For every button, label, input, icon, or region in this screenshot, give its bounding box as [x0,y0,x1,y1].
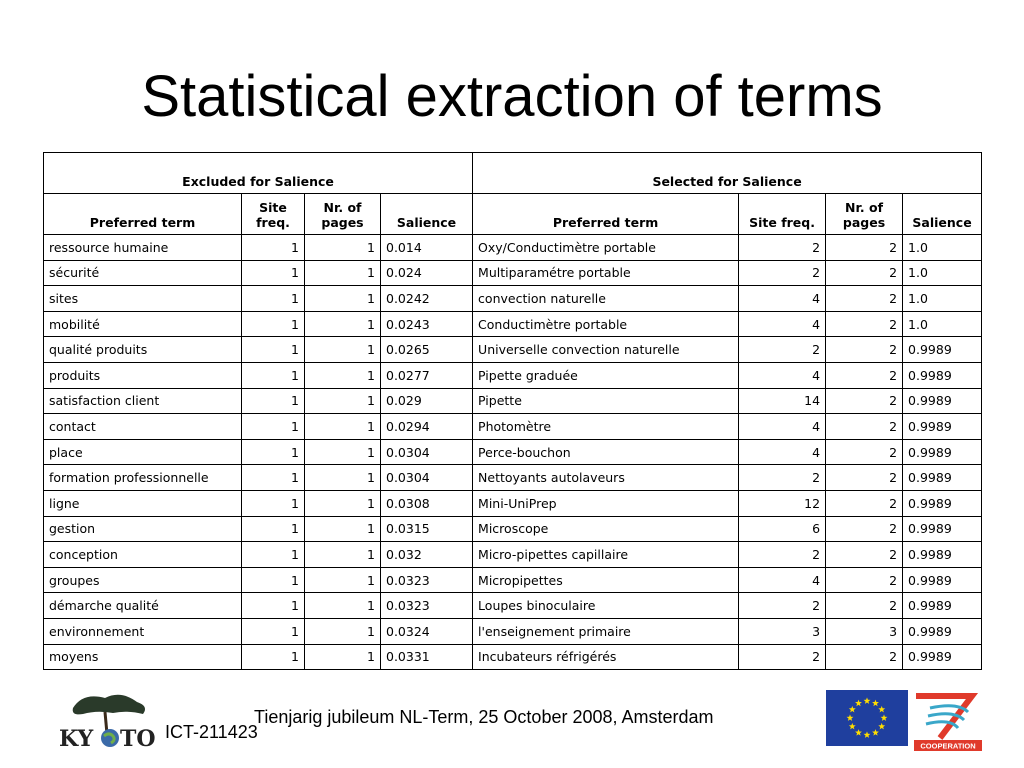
selected-pages-cell: 2 [826,286,903,312]
selected-term-cell: Universelle convection naturelle [473,337,739,363]
selected-salience-cell: 1.0 [903,311,982,337]
excluded-term-cell: sites [44,286,242,312]
excluded-site-freq-cell: 1 [242,260,305,286]
selected-site-freq-cell: 2 [739,593,826,619]
selected-term-cell: Photomètre [473,414,739,440]
excluded-term-cell: satisfaction client [44,388,242,414]
table-row [44,337,982,363]
selected-salience-cell: 0.9989 [903,337,982,363]
table-row [44,618,982,644]
excluded-term-header: Preferred term [44,194,242,235]
selected-pages-cell: 2 [826,260,903,286]
selected-site-header: Site freq. [739,194,826,235]
excluded-salience-cell: 0.0304 [381,465,473,491]
excluded-term-cell: environnement [44,618,242,644]
selected-salience-cell: 0.9989 [903,388,982,414]
selected-term-cell: Nettoyants autolaveurs [473,465,739,491]
selected-site-freq-cell: 4 [739,286,826,312]
selected-pages-cell: 2 [826,490,903,516]
excluded-term-cell: contact [44,414,242,440]
selected-term-cell: Micro-pipettes capillaire [473,542,739,568]
cooperation-label: COOPERATION [920,741,976,751]
excluded-pages-cell: 1 [305,235,381,261]
selected-site-freq-cell: 14 [739,388,826,414]
selected-salience-cell: 1.0 [903,235,982,261]
selected-salience-cell: 0.9989 [903,362,982,388]
group-header-row [44,153,982,194]
excluded-salience-cell: 0.032 [381,542,473,568]
excluded-site-freq-cell: 1 [242,644,305,670]
slide-title: Statistical extraction of terms [141,64,883,129]
selected-term-cell: Conductimètre portable [473,311,739,337]
kyoto-logo [53,686,160,758]
excluded-term-cell: sécurité [44,260,242,286]
excluded-pages-cell: 1 [305,362,381,388]
selected-pages-cell: 2 [826,414,903,440]
selected-salience-header: Salience [903,194,982,235]
table-row [44,439,982,465]
project-id: ICT-211423 [165,722,258,742]
excluded-term-cell: ressource humaine [44,235,242,261]
excluded-salience-cell: 0.0324 [381,618,473,644]
excluded-pages-cell: 1 [305,439,381,465]
excluded-term-cell: formation professionnelle [44,465,242,491]
selected-pages-header: Nr. of pages [826,194,903,235]
excluded-term-cell: qualité produits [44,337,242,363]
selected-pages-cell: 2 [826,362,903,388]
excluded-site-freq-cell: 1 [242,516,305,542]
excluded-term-cell: conception [44,542,242,568]
selected-pages-cell: 2 [826,235,903,261]
excluded-site-freq-cell: 1 [242,542,305,568]
fp7-cooperation-logo [910,688,986,752]
selected-site-freq-cell: 2 [739,542,826,568]
table-row [44,593,982,619]
eu-flag-logo [826,690,908,746]
excluded-term-cell: produits [44,362,242,388]
excluded-term-cell: place [44,439,242,465]
excluded-salience-cell: 0.0294 [381,414,473,440]
selected-pages-cell: 2 [826,465,903,491]
table-row [44,311,982,337]
excluded-pages-cell: 1 [305,414,381,440]
selected-term-cell: Microscope [473,516,739,542]
selected-pages-cell: 2 [826,439,903,465]
table-row [44,235,982,261]
excluded-pages-cell: 1 [305,286,381,312]
excluded-pages-header: Nr. of pages [305,194,381,235]
selected-term-cell: Pipette [473,388,739,414]
table-row [44,516,982,542]
selected-term-cell: Mini-UniPrep [473,490,739,516]
selected-pages-cell: 2 [826,516,903,542]
excluded-site-freq-cell: 1 [242,439,305,465]
excluded-term-cell: gestion [44,516,242,542]
excluded-site-freq-cell: 1 [242,337,305,363]
table-body [44,235,982,670]
selected-pages-cell: 2 [826,388,903,414]
selected-salience-cell: 0.9989 [903,618,982,644]
table-row [44,362,982,388]
excluded-salience-cell: 0.024 [381,260,473,286]
selected-salience-cell: 0.9989 [903,490,982,516]
selected-salience-cell: 0.9989 [903,516,982,542]
table-row [44,286,982,312]
excluded-pages-cell: 1 [305,542,381,568]
selected-term-cell: Perce-bouchon [473,439,739,465]
selected-term-cell: convection naturelle [473,286,739,312]
selected-site-freq-cell: 3 [739,618,826,644]
table-row [44,414,982,440]
excluded-salience-cell: 0.0304 [381,439,473,465]
excluded-salience-cell: 0.0265 [381,337,473,363]
excluded-pages-cell: 1 [305,567,381,593]
excluded-pages-cell: 1 [305,311,381,337]
excluded-pages-cell: 1 [305,490,381,516]
excluded-pages-cell: 1 [305,516,381,542]
excluded-pages-cell: 1 [305,593,381,619]
selected-term-header: Preferred term [473,194,739,235]
excluded-site-freq-cell: 1 [242,362,305,388]
excluded-site-freq-cell: 1 [242,465,305,491]
selected-term-cell: Oxy/Conductimètre portable [473,235,739,261]
selected-site-freq-cell: 4 [739,414,826,440]
selected-pages-cell: 3 [826,618,903,644]
excluded-pages-cell: 1 [305,465,381,491]
selected-group-header: Selected for Salience [473,153,982,194]
column-header-row [44,194,982,235]
excluded-salience-cell: 0.029 [381,388,473,414]
selected-salience-cell: 0.9989 [903,567,982,593]
selected-salience-cell: 0.9989 [903,593,982,619]
excluded-site-freq-cell: 1 [242,414,305,440]
table-row [44,567,982,593]
excluded-site-freq-cell: 1 [242,388,305,414]
selected-salience-cell: 0.9989 [903,644,982,670]
svg-text:KY: KY [59,726,94,752]
selected-site-freq-cell: 4 [739,311,826,337]
excluded-salience-cell: 0.0277 [381,362,473,388]
excluded-group-header: Excluded for Salience [44,153,473,194]
selected-term-cell: Micropipettes [473,567,739,593]
excluded-salience-header: Salience [381,194,473,235]
excluded-term-cell: mobilité [44,311,242,337]
table-row [44,388,982,414]
selected-site-freq-cell: 6 [739,516,826,542]
selected-term-cell: Multiparamétre portable [473,260,739,286]
excluded-site-freq-cell: 1 [242,567,305,593]
selected-pages-cell: 2 [826,644,903,670]
excluded-site-header: Site freq. [242,194,305,235]
selected-site-freq-cell: 12 [739,490,826,516]
terms-table [43,152,982,670]
selected-salience-cell: 1.0 [903,286,982,312]
excluded-pages-cell: 1 [305,618,381,644]
selected-salience-cell: 0.9989 [903,439,982,465]
excluded-term-cell: démarche qualité [44,593,242,619]
selected-salience-cell: 0.9989 [903,542,982,568]
svg-text:TO: TO [120,726,156,752]
selected-salience-cell: 1.0 [903,260,982,286]
selected-site-freq-cell: 2 [739,260,826,286]
excluded-salience-cell: 0.0331 [381,644,473,670]
excluded-salience-cell: 0.0323 [381,593,473,619]
selected-site-freq-cell: 4 [739,439,826,465]
excluded-site-freq-cell: 1 [242,490,305,516]
excluded-pages-cell: 1 [305,388,381,414]
excluded-pages-cell: 1 [305,644,381,670]
selected-site-freq-cell: 4 [739,567,826,593]
excluded-term-cell: moyens [44,644,242,670]
selected-pages-cell: 2 [826,337,903,363]
selected-site-freq-cell: 4 [739,362,826,388]
excluded-salience-cell: 0.0315 [381,516,473,542]
excluded-salience-cell: 0.014 [381,235,473,261]
excluded-term-cell: groupes [44,567,242,593]
excluded-salience-cell: 0.0323 [381,567,473,593]
table-row [44,260,982,286]
table-row [44,490,982,516]
excluded-pages-cell: 1 [305,337,381,363]
table-row [44,542,982,568]
excluded-site-freq-cell: 1 [242,286,305,312]
selected-term-cell: Incubateurs réfrigérés [473,644,739,670]
excluded-site-freq-cell: 1 [242,618,305,644]
excluded-site-freq-cell: 1 [242,311,305,337]
excluded-salience-cell: 0.0308 [381,490,473,516]
selected-pages-cell: 2 [826,567,903,593]
selected-pages-cell: 2 [826,542,903,568]
excluded-salience-cell: 0.0243 [381,311,473,337]
selected-site-freq-cell: 2 [739,337,826,363]
excluded-salience-cell: 0.0242 [381,286,473,312]
table-row [44,644,982,670]
excluded-site-freq-cell: 1 [242,593,305,619]
selected-site-freq-cell: 2 [739,235,826,261]
selected-pages-cell: 2 [826,311,903,337]
selected-term-cell: Pipette graduée [473,362,739,388]
table-row [44,465,982,491]
excluded-pages-cell: 1 [305,260,381,286]
selected-site-freq-cell: 2 [739,465,826,491]
footer-text: Tienjarig jubileum NL-Term, 25 October 2008, Amsterdam [254,707,714,727]
selected-salience-cell: 0.9989 [903,465,982,491]
selected-term-cell: Loupes binoculaire [473,593,739,619]
excluded-site-freq-cell: 1 [242,235,305,261]
selected-pages-cell: 2 [826,593,903,619]
excluded-term-cell: ligne [44,490,242,516]
selected-salience-cell: 0.9989 [903,414,982,440]
selected-site-freq-cell: 2 [739,644,826,670]
selected-term-cell: l'enseignement primaire [473,618,739,644]
